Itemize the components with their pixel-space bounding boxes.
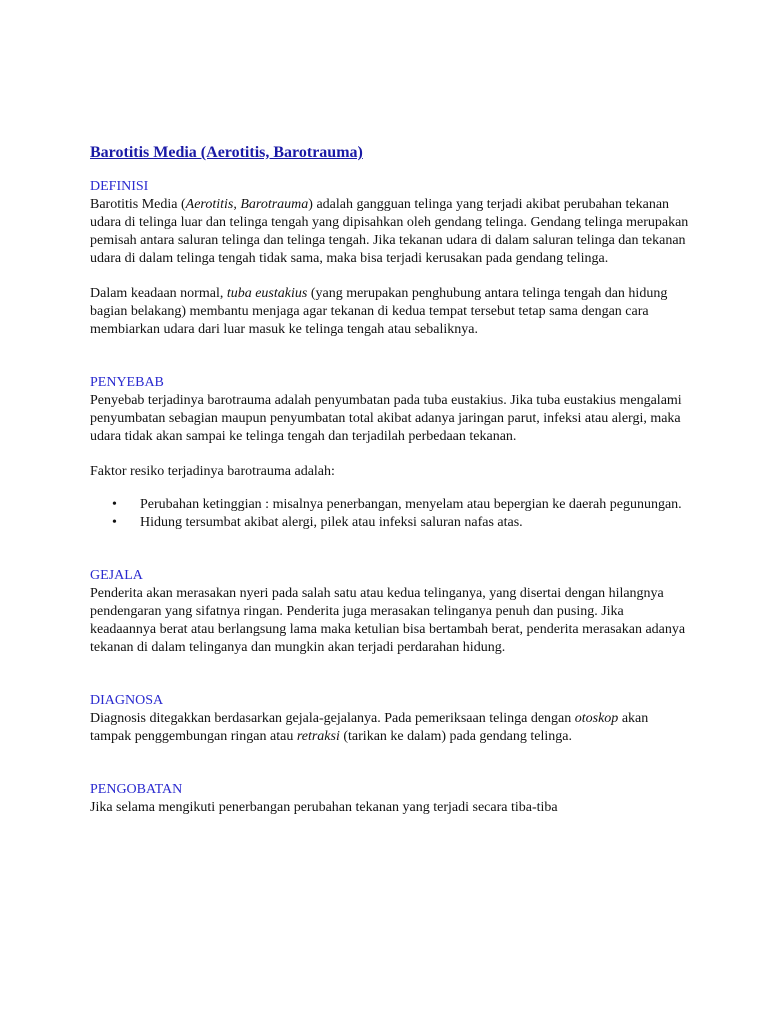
text-run: (yang merupakan penghubung antara telinga tengah dan hidung bagian belakang) membantu menjaga agar tekanan di kedua tempat tersebut tetap sama dengan cara membiarkan udara dari luar masuk ke telinga tengah atau sebaliknya. [90,286,668,337]
italic-term-otoskop: otoskop [574,711,619,726]
text-run: Barotitis Media ( [90,197,186,212]
penyebab-paragraph-2: Faktor resiko terjadinya barotrauma adalah: [90,464,335,479]
section-definisi [90,178,690,339]
list-item-text: Hidung tersumbat akibat alergi, pilek atau infeksi saluran nafas atas. [140,515,523,530]
section-pengobatan [90,781,690,817]
diagnosa-paragraph-1 [90,710,690,746]
heading-gejala: GEJALA [90,568,143,583]
pengobatan-paragraph-1: Jika selama mengikuti penerbangan perubahan tekanan yang terjadi secara tiba-tiba [90,800,558,815]
list-item [112,496,690,514]
definisi-paragraph-2 [90,285,690,339]
italic-term-aerotitis: Aerotitis [185,197,234,212]
section-penyebab [90,374,690,532]
text-run: Dalam keadaan normal, [90,286,227,301]
text-run: (tarikan ke dalam) pada gendang telinga. [339,729,572,744]
text-run: , [233,197,241,212]
risk-factor-list [90,496,690,532]
text-run: akan tampak penggembungan ringan atau [90,711,649,744]
heading-diagnosa: DIAGNOSA [90,693,164,708]
definisi-paragraph-1 [90,196,690,268]
document-title[interactable]: Barotitis Media (Aerotitis, Barotrauma) [90,144,363,161]
text-run: Diagnosis ditegakkan berdasarkan gejala-gejalanya. Pada pemeriksaan telinga dengan [90,711,575,726]
section-gejala [90,567,690,657]
heading-pengobatan: PENGOBATAN [90,782,183,797]
bullet-icon: • [112,515,117,530]
text-run: ) adalah gangguan telinga yang terjadi akibat perubahan tekanan udara di telinga luar dan telinga tengah yang dipisahkan oleh gendang telinga. Gendang telinga merupakan pemisah antara saluran telinga dan telinga tengah. Jika tekanan udara di dalam saluran telinga dan tekanan udara di dalam telinga tengah tidak sama, maka bisa terjadi kerusakan pada gendang telinga. [90,197,689,266]
bullet-icon: • [112,497,117,512]
italic-term-barotrauma: Barotrauma [240,197,309,212]
heading-definisi: DEFINISI [90,179,149,194]
italic-term-tuba-eustakius: tuba eustakius [226,286,308,301]
section-diagnosa [90,692,690,746]
document-page [90,143,690,817]
list-item [112,514,690,532]
gejala-paragraph-1: Penderita akan merasakan nyeri pada salah satu atau kedua telinganya, yang disertai dengan hilangnya pendengaran yang sifatnya ringan. Penderita juga merasakan telinganya penuh dan pusing. Jika keadaannya berat atau berlangsung lama maka ketulian bisa bertambah berat, penderita merasakan adanya tekanan di dalam telinganya dan mungkin akan terjadi perdarahan hidung. [90,586,686,655]
penyebab-paragraph-1: Penyebab terjadinya barotrauma adalah penyumbatan pada tuba eustakius. Jika tuba eustakius mengalami penyumbatan sebagian maupun penyumbatan total akibat adanya jaringan parut, infeksi atau alergi, maka udara tidak akan sampai ke telinga tengah dan terjadilah perbedaan tekanan. [90,393,682,444]
italic-term-retraksi: retraksi [296,729,340,744]
list-item-text: Perubahan ketinggian : misalnya penerbangan, menyelam atau bepergian ke daerah pegunungan. [140,497,682,512]
heading-penyebab: PENYEBAB [90,375,164,390]
